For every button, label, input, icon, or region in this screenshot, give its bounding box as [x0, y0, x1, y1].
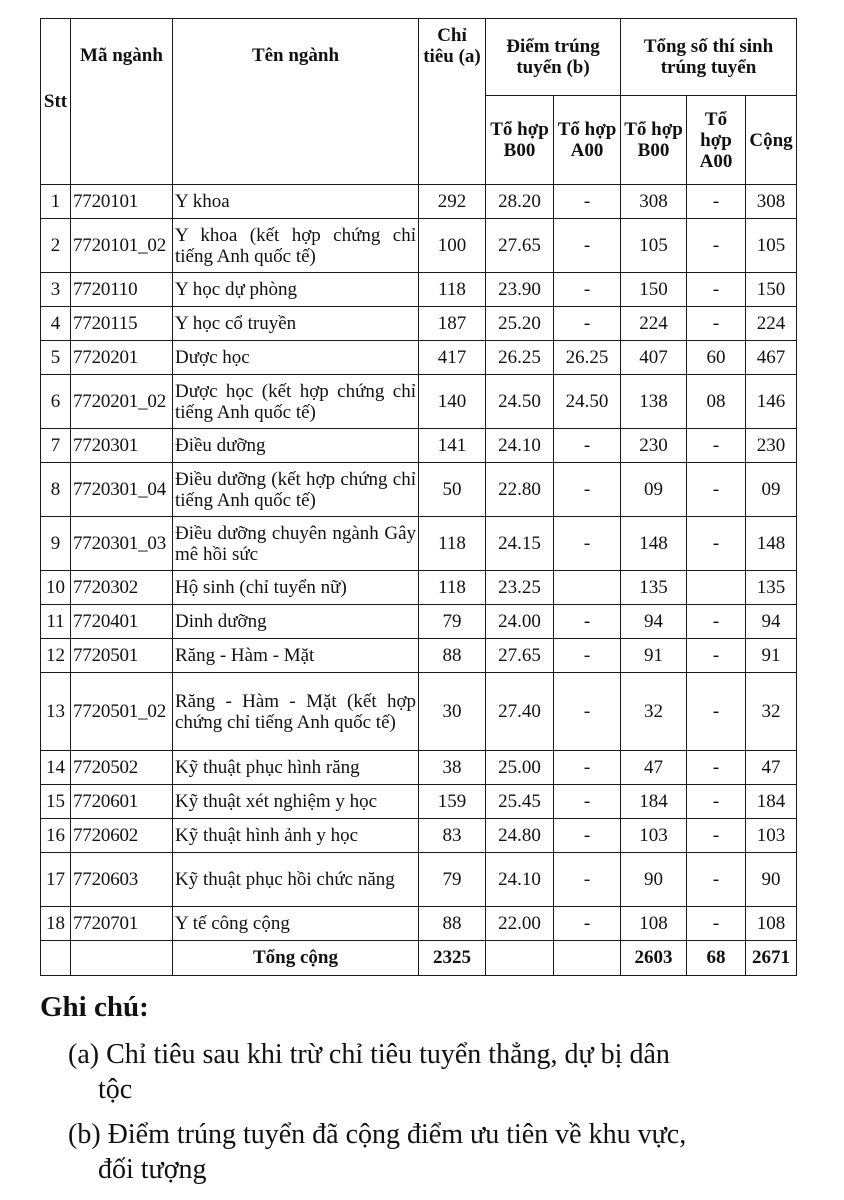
row-score-a00: 26.25 — [554, 341, 621, 375]
note-text-continued: tộc — [98, 1074, 133, 1105]
total-label: Tổng cộng — [173, 941, 419, 976]
row-score-a00: 24.50 — [554, 375, 621, 429]
row-score-a00: - — [554, 605, 621, 639]
row-cand-b00: 09 — [621, 463, 687, 517]
row-cand-b00: 103 — [621, 819, 687, 853]
row-cand-b00: 91 — [621, 639, 687, 673]
table-row — [41, 273, 797, 307]
row-sum: 308 — [746, 185, 797, 219]
row-cand-a00: - — [687, 673, 746, 751]
row-cand-b00: 150 — [621, 273, 687, 307]
row-cand-a00: - — [687, 219, 746, 273]
row-quota: 83 — [419, 819, 486, 853]
row-score-a00: - — [554, 185, 621, 219]
row-code: 7720301_03 — [71, 517, 173, 571]
row-cand-b00: 105 — [621, 219, 687, 273]
total-row — [41, 941, 797, 976]
row-sum: 103 — [746, 819, 797, 853]
row-cand-a00: - — [687, 185, 746, 219]
admission-results-table — [40, 18, 797, 976]
row-score-a00: - — [554, 751, 621, 785]
row-score-b00: 24.80 — [486, 819, 554, 853]
row-cand-a00: - — [687, 819, 746, 853]
row-quota: 118 — [419, 273, 486, 307]
row-cand-a00: - — [687, 307, 746, 341]
total-sum: 2671 — [746, 941, 797, 976]
total-score-b00-empty — [486, 941, 554, 976]
note-text: Điểm trúng tuyển đã cộng điểm ưu tiên về khu vực, — [107, 1119, 687, 1150]
row-quota: 140 — [419, 375, 486, 429]
row-cand-b00: 135 — [621, 571, 687, 605]
row-code: 7720301 — [71, 429, 173, 463]
row-quota: 88 — [419, 639, 486, 673]
row-score-b00: 28.20 — [486, 185, 554, 219]
row-cand-b00: 32 — [621, 673, 687, 751]
row-stt: 3 — [41, 273, 71, 307]
table-row — [41, 517, 797, 571]
row-score-b00: 24.10 — [486, 853, 554, 907]
row-code: 7720501_02 — [71, 673, 173, 751]
row-name: Y khoa (kết hợp chứng chỉ tiếng Anh quốc tế) — [173, 219, 419, 273]
row-code: 7720201 — [71, 341, 173, 375]
row-sum: 230 — [746, 429, 797, 463]
header-cand-a00: Tổ hợp A00 — [687, 96, 746, 185]
notes-heading: Ghi chú: — [40, 991, 149, 1023]
row-name: Y khoa — [173, 185, 419, 219]
row-name: Răng - Hàm - Mặt — [173, 639, 419, 673]
row-score-b00: 25.00 — [486, 751, 554, 785]
row-cand-b00: 94 — [621, 605, 687, 639]
table-row — [41, 429, 797, 463]
row-sum: 90 — [746, 853, 797, 907]
row-stt: 1 — [41, 185, 71, 219]
row-score-b00: 25.45 — [486, 785, 554, 819]
row-stt: 2 — [41, 219, 71, 273]
row-score-b00: 27.40 — [486, 673, 554, 751]
row-stt: 13 — [41, 673, 71, 751]
row-name: Kỹ thuật hình ảnh y học — [173, 819, 419, 853]
header-score: Điểm trúng tuyển (b) — [486, 19, 621, 96]
row-stt: 9 — [41, 517, 71, 571]
row-score-a00: - — [554, 907, 621, 941]
row-sum: 150 — [746, 273, 797, 307]
header-sum: Cộng — [746, 96, 797, 185]
row-cand-b00: 90 — [621, 853, 687, 907]
note-item-b — [40, 1117, 810, 1187]
row-score-b00: 24.10 — [486, 429, 554, 463]
row-stt: 14 — [41, 751, 71, 785]
header-stt: Stt — [41, 19, 71, 185]
row-quota: 417 — [419, 341, 486, 375]
row-stt: 8 — [41, 463, 71, 517]
header-cand-b00: Tổ hợp B00 — [621, 96, 687, 185]
table-row — [41, 605, 797, 639]
row-stt: 7 — [41, 429, 71, 463]
row-score-a00: - — [554, 273, 621, 307]
header-score-b00: Tổ hợp B00 — [486, 96, 554, 185]
row-cand-b00: 230 — [621, 429, 687, 463]
row-quota: 88 — [419, 907, 486, 941]
row-code: 7720110 — [71, 273, 173, 307]
row-sum: 146 — [746, 375, 797, 429]
row-code: 7720401 — [71, 605, 173, 639]
row-score-a00: - — [554, 853, 621, 907]
row-stt: 10 — [41, 571, 71, 605]
row-sum: 91 — [746, 639, 797, 673]
header-code: Mã ngành — [71, 19, 173, 185]
row-code: 7720502 — [71, 751, 173, 785]
row-code: 7720201_02 — [71, 375, 173, 429]
row-quota: 100 — [419, 219, 486, 273]
note-text: Chỉ tiêu sau khi trừ chỉ tiêu tuyển thẳng, dự bị dân — [106, 1039, 670, 1070]
total-code-empty — [71, 941, 173, 976]
row-score-a00: - — [554, 517, 621, 571]
table-row — [41, 673, 797, 751]
row-quota: 30 — [419, 673, 486, 751]
row-stt: 16 — [41, 819, 71, 853]
row-quota: 292 — [419, 185, 486, 219]
row-score-b00: 23.25 — [486, 571, 554, 605]
header-name: Tên ngành — [173, 19, 419, 185]
row-name: Y tế công cộng — [173, 907, 419, 941]
row-code: 7720301_04 — [71, 463, 173, 517]
row-score-a00: - — [554, 673, 621, 751]
total-cand-a00: 68 — [687, 941, 746, 976]
row-score-b00: 27.65 — [486, 219, 554, 273]
row-sum: 148 — [746, 517, 797, 571]
table-row — [41, 219, 797, 273]
row-cand-b00: 148 — [621, 517, 687, 571]
row-code: 7720602 — [71, 819, 173, 853]
table-row — [41, 907, 797, 941]
row-sum: 108 — [746, 907, 797, 941]
row-score-b00: 22.00 — [486, 907, 554, 941]
row-name: Kỹ thuật phục hồi chức năng — [173, 853, 419, 907]
row-cand-a00: - — [687, 751, 746, 785]
header-score-a00: Tổ hợp A00 — [554, 96, 621, 185]
row-score-b00: 27.65 — [486, 639, 554, 673]
row-name: Điều dưỡng — [173, 429, 419, 463]
row-score-b00: 24.15 — [486, 517, 554, 571]
row-cand-b00: 308 — [621, 185, 687, 219]
total-cand-b00: 2603 — [621, 941, 687, 976]
table-row — [41, 751, 797, 785]
table-row — [41, 375, 797, 429]
table-row — [41, 307, 797, 341]
row-quota: 79 — [419, 853, 486, 907]
row-code: 7720701 — [71, 907, 173, 941]
row-quota: 50 — [419, 463, 486, 517]
row-cand-a00: - — [687, 785, 746, 819]
row-sum: 184 — [746, 785, 797, 819]
row-score-a00: - — [554, 463, 621, 517]
row-cand-b00: 108 — [621, 907, 687, 941]
row-cand-b00: 184 — [621, 785, 687, 819]
row-score-a00: - — [554, 429, 621, 463]
row-code: 7720501 — [71, 639, 173, 673]
header-quota: Chỉ tiêu (a) — [419, 19, 486, 185]
row-name: Y học cổ truyền — [173, 307, 419, 341]
row-score-a00 — [554, 571, 621, 605]
row-cand-b00: 47 — [621, 751, 687, 785]
table-row — [41, 185, 797, 219]
table-body — [41, 185, 797, 976]
row-cand-a00: - — [687, 605, 746, 639]
row-code: 7720115 — [71, 307, 173, 341]
row-sum: 47 — [746, 751, 797, 785]
row-score-a00: - — [554, 639, 621, 673]
row-cand-a00: - — [687, 517, 746, 571]
row-score-a00: - — [554, 307, 621, 341]
total-score-a00-empty — [554, 941, 621, 976]
note-marker: (a) — [68, 1039, 100, 1070]
notes-section — [40, 990, 810, 1197]
row-score-b00: 24.50 — [486, 375, 554, 429]
row-name: Kỹ thuật phục hình răng — [173, 751, 419, 785]
table-row — [41, 819, 797, 853]
table-row — [41, 853, 797, 907]
row-score-a00: - — [554, 219, 621, 273]
row-stt: 12 — [41, 639, 71, 673]
row-cand-a00: - — [687, 463, 746, 517]
row-score-b00: 26.25 — [486, 341, 554, 375]
row-stt: 18 — [41, 907, 71, 941]
row-stt: 6 — [41, 375, 71, 429]
row-quota: 141 — [419, 429, 486, 463]
row-code: 7720601 — [71, 785, 173, 819]
row-stt: 15 — [41, 785, 71, 819]
row-name: Dược học (kết hợp chứng chỉ tiếng Anh quốc tế) — [173, 375, 419, 429]
row-quota: 79 — [419, 605, 486, 639]
row-cand-a00: - — [687, 853, 746, 907]
row-sum: 105 — [746, 219, 797, 273]
row-code: 7720101 — [71, 185, 173, 219]
row-stt: 11 — [41, 605, 71, 639]
row-sum: 224 — [746, 307, 797, 341]
row-cand-a00 — [687, 571, 746, 605]
row-quota: 159 — [419, 785, 486, 819]
row-quota: 118 — [419, 571, 486, 605]
row-sum: 94 — [746, 605, 797, 639]
row-name: Dinh dưỡng — [173, 605, 419, 639]
row-cand-b00: 407 — [621, 341, 687, 375]
row-name: Điều dưỡng chuyên ngành Gây mê hồi sức — [173, 517, 419, 571]
row-name: Kỹ thuật xét nghiệm y học — [173, 785, 419, 819]
row-name: Điều dưỡng (kết hợp chứng chỉ tiếng Anh quốc tế) — [173, 463, 419, 517]
row-stt: 4 — [41, 307, 71, 341]
row-sum: 32 — [746, 673, 797, 751]
table-row — [41, 639, 797, 673]
row-code: 7720101_02 — [71, 219, 173, 273]
row-quota: 187 — [419, 307, 486, 341]
row-cand-a00: - — [687, 273, 746, 307]
row-name: Hộ sinh (chỉ tuyển nữ) — [173, 571, 419, 605]
table-row — [41, 785, 797, 819]
note-marker: (b) — [68, 1119, 101, 1150]
row-cand-a00: - — [687, 429, 746, 463]
row-score-b00: 22.80 — [486, 463, 554, 517]
row-stt: 17 — [41, 853, 71, 907]
row-quota: 118 — [419, 517, 486, 571]
row-sum: 467 — [746, 341, 797, 375]
row-cand-a00: - — [687, 639, 746, 673]
row-score-b00: 25.20 — [486, 307, 554, 341]
row-cand-a00: 08 — [687, 375, 746, 429]
note-text-continued: đối tượng — [98, 1154, 207, 1185]
note-item-a — [40, 1037, 810, 1107]
row-cand-b00: 138 — [621, 375, 687, 429]
row-score-a00: - — [554, 785, 621, 819]
row-cand-a00: - — [687, 907, 746, 941]
row-score-a00: - — [554, 819, 621, 853]
row-code: 7720302 — [71, 571, 173, 605]
row-score-b00: 23.90 — [486, 273, 554, 307]
row-name: Dược học — [173, 341, 419, 375]
row-cand-a00: 60 — [687, 341, 746, 375]
table-row — [41, 571, 797, 605]
total-quota: 2325 — [419, 941, 486, 976]
row-sum: 135 — [746, 571, 797, 605]
row-sum: 09 — [746, 463, 797, 517]
header-total-candidates: Tổng số thí sinh trúng tuyển — [621, 19, 797, 96]
table-row — [41, 463, 797, 517]
row-quota: 38 — [419, 751, 486, 785]
row-score-b00: 24.00 — [486, 605, 554, 639]
table-row — [41, 341, 797, 375]
row-stt: 5 — [41, 341, 71, 375]
total-stt-empty — [41, 941, 71, 976]
row-name: Y học dự phòng — [173, 273, 419, 307]
row-name: Răng - Hàm - Mặt (kết hợp chứng chỉ tiếng Anh quốc tế) — [173, 673, 419, 751]
row-code: 7720603 — [71, 853, 173, 907]
row-cand-b00: 224 — [621, 307, 687, 341]
